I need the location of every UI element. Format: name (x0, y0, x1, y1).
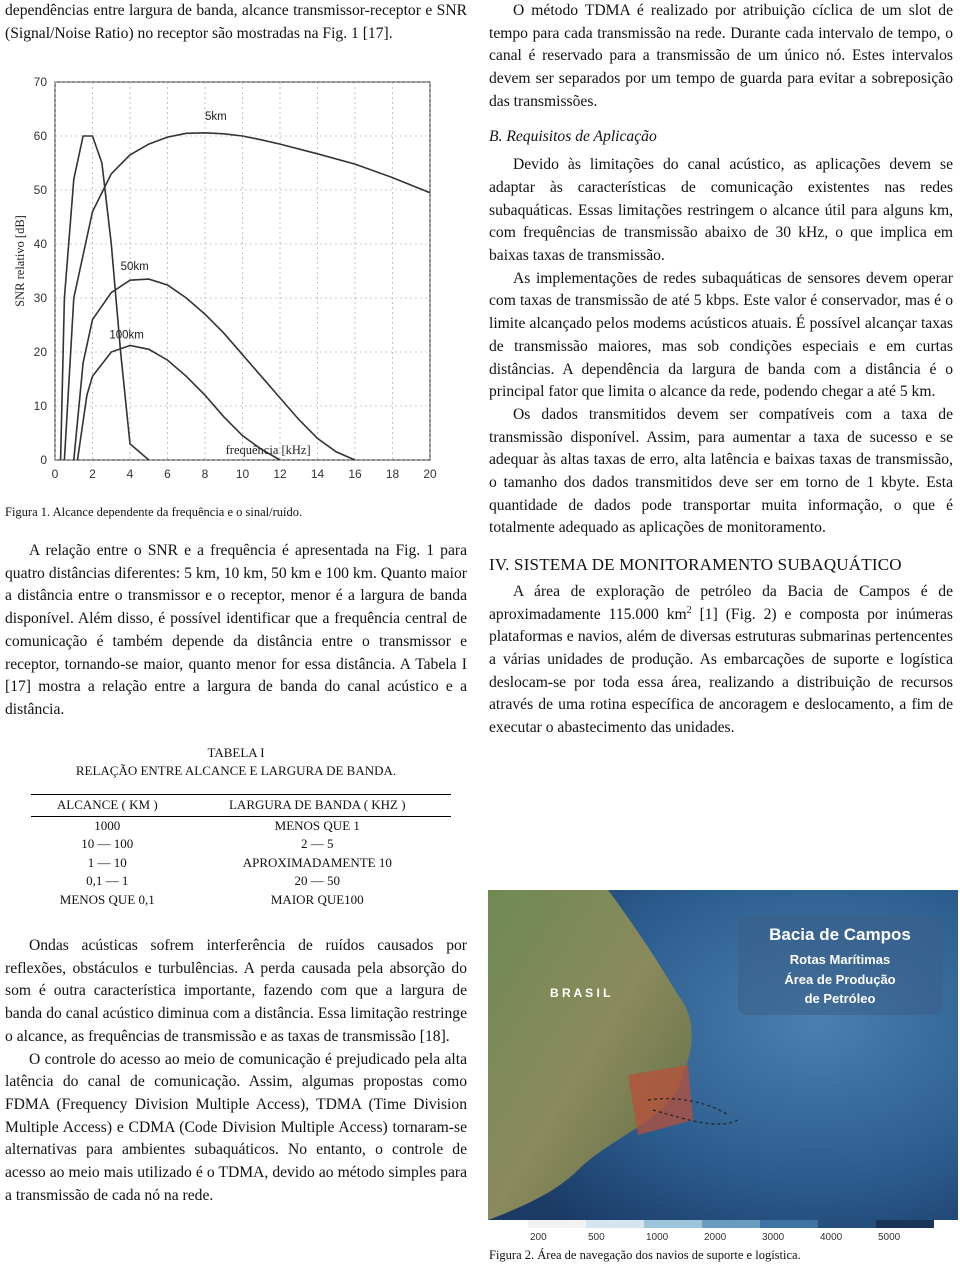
y-tick-label: 20 (33, 345, 47, 359)
table-cell: MAIOR QUE100 (270, 891, 364, 907)
paragraph: dependências entre largura de banda, alcance transmissor-receptor e SNR (Signal/Noise Ratio) no receptor são mostradas na Fig. 1 [17]. (5, 2, 467, 42)
depth-scale-label: 5000 (878, 1232, 901, 1240)
paragraph: Devido às limitações do canal acústico, as aplicações devem se adaptar às características de comunicação existentes nas redes subaquáticas. Essas limitações restringem o alcance útil para alguns km, com frequências de transmissão abaixo de 30 kHz, o que implica em baixas taxas de transmissão. (489, 156, 953, 265)
table-header-row (31, 795, 451, 817)
paragraph-text: A área de exploração de petróleo da Bacia de Campos é de aproximadamente 115.000 km (489, 582, 953, 623)
left-column-bottom (5, 935, 467, 1207)
section-b-heading: B. Requisitos de Aplicação (489, 127, 657, 145)
table-1 (5, 744, 467, 909)
y-tick-label: 0 (40, 453, 47, 467)
x-tick-label: 12 (273, 467, 287, 481)
x-tick-label: 2 (89, 467, 96, 481)
y-tick-label: 70 (33, 75, 47, 89)
depth-scale-segment (528, 1220, 586, 1228)
depth-scale-label: 500 (588, 1232, 605, 1240)
y-tick-label: 50 (33, 183, 47, 197)
paragraph: Os dados transmitidos devem ser compatíveis com a taxa de transmissão disponível. Assim, para aumentar a taxa de sucesso e se adequar às altas taxas de erro, alta latência e baixas taxas de transmissão, o tamanho dos dados transmitidos deve ser em torno de 1 kbyte. Esta quantidade de dados pode transportar muita informação, o que é totalmente adequado as aplicações de monitoramento. (489, 405, 953, 537)
table-cell: MENOS QUE 1 (274, 818, 360, 833)
x-axis-label: frequência [kHz] (225, 443, 311, 457)
paragraph (489, 581, 953, 740)
range-bandwidth-table (31, 794, 451, 909)
snr-chart (0, 68, 470, 490)
x-tick-label: 10 (235, 467, 250, 481)
table-caption-title: RELAÇÃO ENTRE ALCANCE E LARGURA DE BANDA. (75, 763, 397, 778)
y-tick-label: 60 (33, 129, 47, 143)
table-header-cell: LARGURA DE BANDA ( KHZ ) (184, 795, 451, 817)
table-row (31, 817, 451, 836)
y-axis-label: SNR relativo [dB] (13, 215, 27, 307)
table-header-cell: ALCANCE ( KM ) (31, 795, 184, 817)
x-tick-label: 0 (51, 467, 59, 481)
series-label: 5km (205, 110, 227, 123)
table-cell: 0,1 — 1 (86, 873, 129, 889)
map-legend-production-2: de Petróleo (804, 991, 876, 1006)
paragraph: A relação entre o SNR e a frequência é apresentada na Fig. 1 para quatro distâncias diferentes: 5 km, 10 km, 50 km e 100 km. Quanto maior a distância entre o transmissor e o receptor, menor é a largura de banda disponível. Além disso, é possível identificar que a frequência central de comunicação é também depende da distância entre o transmissor e receptor, tornando-se maior, quanto menor for essa distância. A Tabela I [17] mostra a relação entre a largura de banda do canal acústico e a distância. (5, 542, 467, 718)
depth-scale-segment (876, 1220, 934, 1228)
x-tick-label: 6 (164, 467, 171, 481)
paragraph: As implementações de redes subaquáticas de sensores devem operar com taxas de transmissão de até 5 kbps. Este valor é conservador, mas é o limite alcançado pelos modems acústicos atuais. É possível alcançar taxas de transmissão maiores, mas sob condições especiais e em curtas distâncias. A dependência da largura de banda com a distância é o principal fator que limita o alcance da rede, podendo chegar a até 5 km. (489, 269, 953, 401)
depth-scale-label: 2000 (704, 1232, 727, 1240)
series-label: 100km (109, 329, 144, 342)
table-row (31, 854, 451, 872)
table-cell: APROXIMADAMENTE 10 (242, 854, 392, 870)
x-tick-label: 16 (348, 467, 362, 481)
map-country-label: B R A S I L (550, 986, 611, 1000)
depth-scale-segment (760, 1220, 818, 1228)
paragraph: O método TDMA é realizado por atribuição cíclica de um slot de tempo para cada transmissão na rede. Durante cada intervalo de tempo, o canal é reservado para a transmissão de um único nó. Estes intervalos devem ser separados por um tempo de guarda para evitar a sobreposição das transmissões. (489, 2, 953, 110)
series-label: 50km (120, 260, 149, 273)
table-cell: 1000 (94, 818, 121, 833)
depth-scale-segment (702, 1220, 760, 1228)
x-tick-label: 8 (201, 467, 209, 481)
x-tick-label: 20 (423, 467, 437, 481)
x-tick-label: 4 (126, 467, 134, 481)
paragraph-text: [1] (Fig. 2) e composta por inúmeras plataformas e navios, além de diversas estruturas submarinas pertencentes a várias unidades de produção. As embarcações de suporte e logística deslocam-se por toda essa área, realizando a distribuição de recursos através de uma rotina específica de ancoragem e deslocamento, a fim de executar o abastecimento das unidades. (489, 605, 953, 737)
y-tick-label: 10 (33, 399, 47, 413)
depth-scale-segment (644, 1220, 702, 1228)
section-iv-heading: IV. SISTEMA DE MONITORAMENTO SUBAQUÁTICO (489, 555, 902, 575)
paragraph: O controle do acesso ao meio de comunicação é prejudicado pela alta latência do canal de comunicação. Assim, algumas propostas como FDMA (Frequency Division Multiple Access), TDMA (Time Division Multiple Access) e CDMA (Code Division Multiple Access) tornaram-se alternativas para ambientes subaquáticos. No entanto, o controle de acesso ao meio mais utilizado é o TDMA, devido ao método simples para a transmissão de cada nó na rede. (5, 1050, 467, 1204)
table-cell: 1 — 10 (87, 854, 127, 870)
table-cell: 2 — 5 (301, 836, 334, 852)
depth-scale-label: 200 (530, 1232, 547, 1240)
table-row (31, 872, 451, 890)
depth-scale-label: 1000 (646, 1232, 669, 1240)
depth-scale-segment (586, 1220, 644, 1228)
table-cell: MENOS QUE 0,1 (59, 891, 155, 907)
map-title: Bacia de Campos (769, 925, 911, 944)
left-column-top (5, 0, 467, 45)
right-column-top (489, 0, 953, 740)
y-tick-label: 40 (33, 237, 47, 251)
map-legend-routes: Rotas Marítimas (789, 952, 891, 967)
figure-2-caption: Figura 2. Área de navegação dos navios de suporte e logística. (489, 1248, 801, 1262)
x-tick-label: 18 (385, 467, 400, 481)
chart-svg (0, 68, 470, 490)
depth-scale-bar (528, 1220, 934, 1240)
depth-scale-label: 3000 (762, 1232, 785, 1240)
table-row (31, 891, 451, 909)
depth-scale-label: 4000 (820, 1232, 843, 1240)
table-row (31, 835, 451, 853)
map-image (488, 820, 958, 1240)
table-cell: 10 — 100 (81, 836, 134, 852)
y-tick-label: 30 (33, 291, 47, 305)
map-legend-production: Área de Produção (784, 972, 896, 987)
depth-scale-segment (818, 1220, 876, 1228)
left-column-body (5, 540, 467, 722)
paragraph: Ondas acústicas sofrem interferência de ruídos causados por reflexões, obstáculos e turbulências. A perda causada pela absorção do som é outra característica importante, fazendo com que a largura de banda do canal acústico diminua com a distância. Essa limitação restringe o alcance, as frequências de transmissão e as taxas de transmissão [18]. (5, 937, 467, 1045)
table-caption-number: TABELA I (207, 745, 265, 760)
superscript: 2 (686, 604, 692, 616)
table-cell: 20 — 50 (294, 873, 341, 889)
campos-basin-map (488, 820, 958, 1240)
x-tick-label: 14 (310, 467, 325, 481)
figure-1-caption: Figura 1. Alcance dependente da frequência e o sinal/ruído. (5, 505, 303, 519)
